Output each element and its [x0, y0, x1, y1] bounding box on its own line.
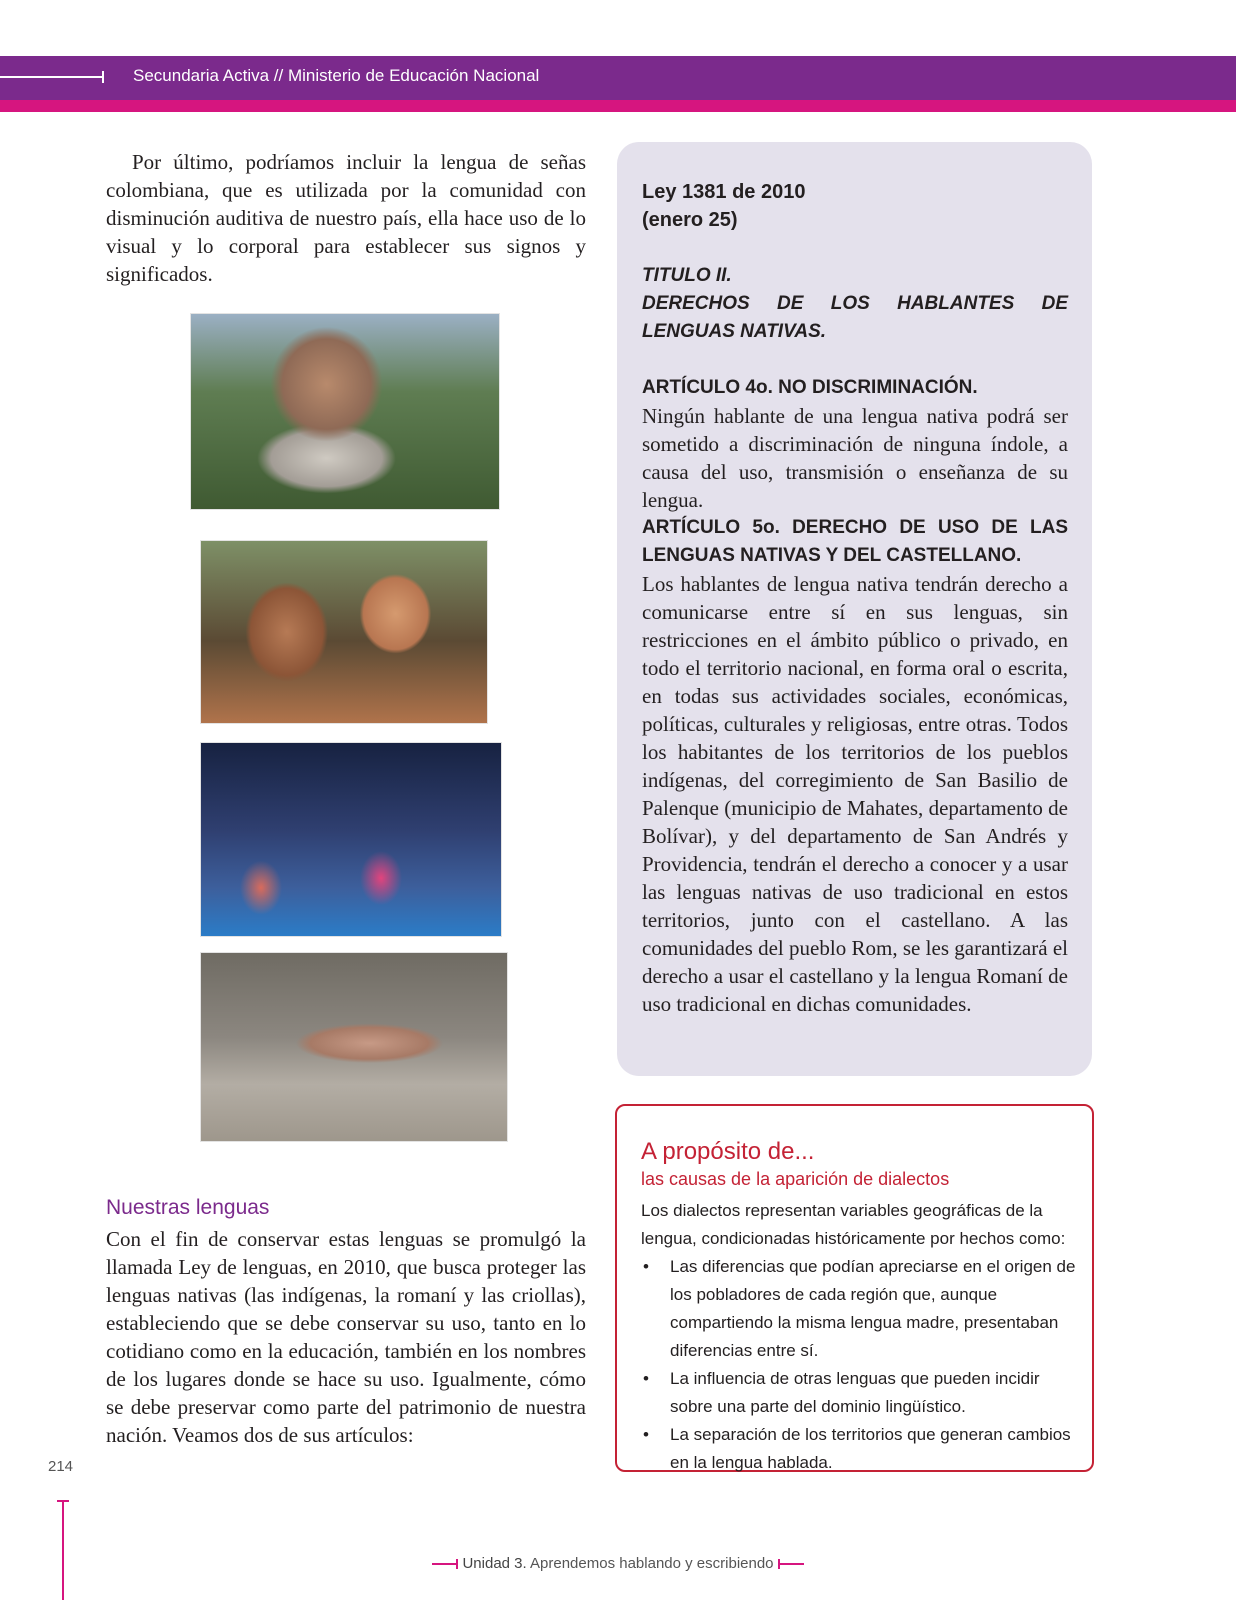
- footer-line-right: [778, 1563, 804, 1565]
- list-item: [641, 1253, 1078, 1365]
- aside-list: [641, 1253, 1078, 1477]
- footer-unit: Unidad 3.: [462, 1555, 527, 1572]
- aside-title: A propósito de...: [641, 1138, 815, 1165]
- article-5-text: Los hablantes de lengua nativa tendrán derecho a comunicarse entre sí en sus lenguas, sin restricciones en el ámbito público o privado, en todo el territorio nacional, en forma oral o escrita, en todas sus actividades sociales, económicas, políticas, culturales y religiosas, entre otras. Todos los habitantes de los territorios de los pueblos indígenas, del corregimiento de San Basilio de Palenque (municipio de Mahates, departamento de Bolívar), y del departamento de San Andrés y Providencia, tendrán el derecho a conocer y a usar las lenguas nativas de uso tradicional en estos territorios, junto con el castellano. A las comunidades del pueblo Rom, se les garantizará el derecho a usar el castellano y la lengua Romaní de uso tradicional en dichas comunidades.: [642, 572, 1068, 1016]
- header-rule: [0, 76, 104, 78]
- list-item: [641, 1421, 1078, 1477]
- header-title: Secundaria Activa // Ministerio de Educación Nacional: [133, 66, 540, 85]
- law-date: (enero 25): [642, 209, 738, 231]
- page-number: 214: [48, 1458, 74, 1475]
- list-item-text: La influencia de otras lenguas que pueden incidir sobre una parte del dominio lingüístico.: [670, 1369, 1040, 1416]
- left-margin-rule: [62, 1500, 64, 1600]
- left-margin-rule-tick: [57, 1500, 69, 1502]
- spacer: [642, 234, 1068, 262]
- footer: [0, 1555, 1236, 1572]
- list-item-text: La separación de los territorios que generan cambios en la lengua hablada.: [670, 1425, 1071, 1472]
- bullet-icon: •: [643, 1369, 649, 1388]
- photo-stage-performance: [200, 742, 502, 937]
- header-stripe: [0, 100, 1236, 112]
- footer-line-left: [432, 1563, 458, 1565]
- spacer: [642, 346, 1068, 374]
- header-rule-tick: [102, 71, 104, 83]
- article-4-text: Ningún hablante de una lengua nativa podrá ser sometido a discriminación de ninguna índole, a causa del uso, transmisión o enseñanza de su lengua.: [642, 404, 1068, 512]
- aside-body: [641, 1197, 1078, 1477]
- intro-paragraph: Por último, podríamos incluir la lengua de señas colombiana, que es utilizada por la comunidad con disminución auditiva de nuestro país, ella hace uso de lo visual y lo corporal para establecer sus signos y significados.: [106, 150, 586, 286]
- photo-elder-man: [190, 313, 500, 510]
- law-content: [642, 178, 1068, 1018]
- article-5-title: ARTÍCULO 5o. DERECHO DE USO DE LAS LENGUAS NATIVAS Y DEL CASTELLANO.: [642, 517, 1068, 566]
- photo-braille-reading: [200, 952, 508, 1142]
- law-title: Ley 1381 de 2010: [642, 181, 806, 203]
- list-item-text: Las diferencias que podían apreciarse en el origen de los pobladores de cada región que, aunque compartiendo la misma lengua madre, presentaban diferencias entre sí.: [670, 1257, 1076, 1360]
- aside-subtitle: las causas de la aparición de dialectos: [641, 1169, 950, 1189]
- list-item: [641, 1365, 1078, 1421]
- footer-title: Aprendemos hablando y escribiendo: [530, 1555, 774, 1572]
- law-titulo: TITULO II.: [642, 265, 732, 286]
- photo-indigenous-adult-child: [200, 540, 488, 724]
- section-title: Nuestras lenguas: [106, 1196, 270, 1219]
- bullet-icon: •: [643, 1257, 649, 1276]
- law-titulo-name: DERECHOS DE LOS HABLANTES DE LENGUAS NATIVAS.: [642, 293, 1068, 342]
- section-paragraph: Con el fin de conservar estas lenguas se promulgó la llamada Ley de lenguas, en 2010, que busca proteger las lenguas nativas (las indígenas, la romaní y las criollas), estableciendo que se debe conservar su uso, tanto en lo cotidiano como en la educación, también en los nombres de los lugares donde se hace su uso. Igualmente, cómo se debe preservar como parte del patrimonio de nuestra nación. Veamos dos de sus artículos:: [106, 1227, 586, 1447]
- article-4-title: ARTÍCULO 4o. NO DISCRIMINACIÓN.: [642, 377, 978, 398]
- aside-intro: Los dialectos representan variables geográficas de la lengua, condicionadas históricamente por hechos como:: [641, 1201, 1066, 1248]
- bullet-icon: •: [643, 1425, 649, 1444]
